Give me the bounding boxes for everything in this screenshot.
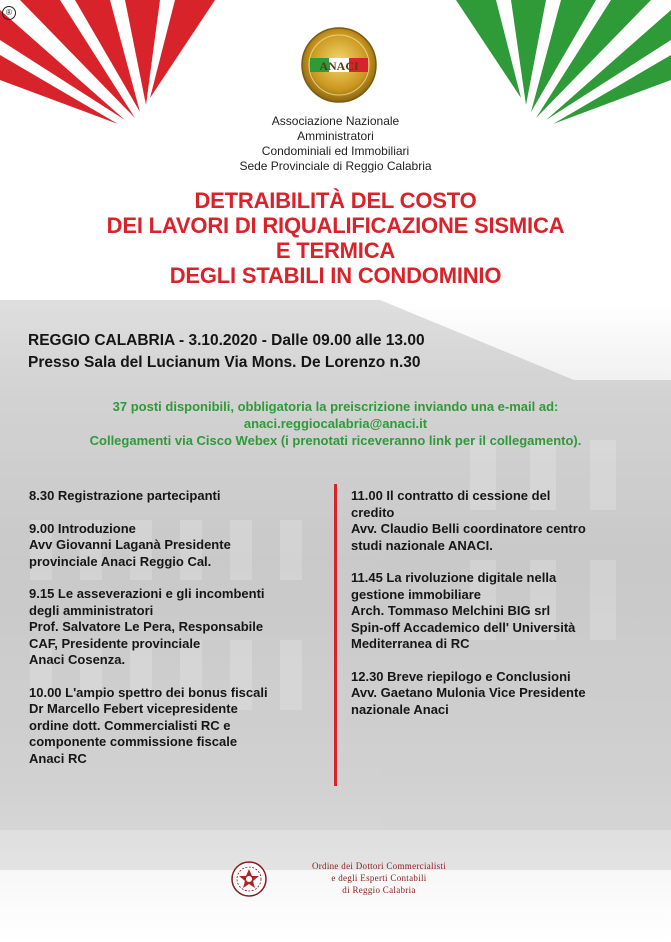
event-details	[28, 330, 648, 374]
event-location: Presso Sala del Lucianum Via Mons. De Lorenzo n.30	[28, 354, 421, 371]
program-line: 9.15 Le asseverazioni e gli incombenti	[29, 586, 265, 601]
program-line: componente commissione fiscale	[29, 734, 238, 749]
program-line: Anaci Cosenza.	[29, 652, 126, 667]
event-date-time: REGGIO CALABRIA - 3.10.2020 - Dalle 09.00 alle 13.00	[28, 332, 425, 349]
program-line: gestione immobiliare	[351, 586, 482, 602]
program-line: studi nazionale ANACI.	[351, 537, 493, 553]
program-line: 11.45 La rivoluzione digitale nella	[351, 570, 557, 585]
event-title	[20, 188, 651, 288]
program-line: Spin-off Accademico dell' Università	[351, 619, 576, 635]
title-line: DETRAIBILITÀ DEL COSTO	[194, 188, 477, 213]
program-line: 10.00 L'ampio spettro dei bonus fiscali	[29, 684, 268, 700]
program-line: Prof. Salvatore Le Pera, Responsabile	[29, 619, 264, 634]
program-line: 11.00 Il contratto di cessione del	[351, 488, 551, 503]
program-column-right	[351, 488, 651, 734]
program-line: degli amministratori	[29, 602, 154, 618]
anaci-logo	[300, 26, 378, 104]
column-divider	[334, 484, 337, 786]
odcec-seal-icon	[230, 860, 268, 898]
association-name	[180, 114, 491, 174]
flag-stripes-right	[431, 0, 671, 130]
program-item	[29, 586, 324, 669]
seats-notice: 37 posti disponibili, obbligatoria la preiscrizione inviando una e-mail ad:	[112, 399, 559, 414]
program-line: CAF, Presidente provinciale	[29, 635, 201, 651]
footer-sponsor	[230, 858, 490, 906]
association-line: Condominiali ed Immobiliari	[261, 144, 410, 158]
title-line: DEI LAVORI DI RIQUALIFICAZIONE SISMICA	[106, 213, 565, 238]
program-item	[29, 521, 324, 571]
flag-stripes-left	[0, 0, 240, 130]
program-item	[29, 488, 324, 505]
association-line: Amministratori	[297, 129, 374, 143]
program-line: ordine dott. Commercialisti RC e	[29, 717, 231, 733]
program-item	[351, 669, 651, 719]
logo-text: ANACI	[319, 59, 359, 73]
footer-line: di Reggio Calabria	[342, 885, 416, 895]
program-line: Anaci RC	[29, 750, 87, 766]
program-line: Mediterranea di RC	[351, 636, 470, 651]
title-line: DEGLI STABILI IN CONDOMINIO	[169, 263, 502, 288]
program-line: credito	[351, 504, 395, 520]
program-line: Avv Giovanni Laganà Presidente	[29, 537, 231, 552]
title-line: E TERMICA	[275, 238, 396, 263]
program-line: Avv. Gaetano Mulonia Vice Presidente	[351, 685, 586, 700]
program-column-left	[29, 488, 324, 783]
webex-notice: Collegamenti via Cisco Webex (i prenotati riceveranno link per il collegamento).	[89, 433, 582, 448]
association-line: Sede Provinciale di Reggio Calabria	[239, 159, 432, 173]
program-item	[351, 488, 651, 554]
registration-notice	[10, 398, 661, 449]
program-line: 12.30 Breve riepilogo e Conclusioni	[351, 668, 571, 684]
program-line: Dr Marcello Febert vicepresidente	[29, 701, 238, 716]
program-item	[351, 570, 651, 653]
footer-line: Ordine dei Dottori Commercialisti	[311, 861, 447, 871]
registration-email-link[interactable]: anaci.reggiocalabria@anaci.it	[243, 416, 428, 431]
program-line: 8.30 Registrazione partecipanti	[29, 488, 221, 503]
association-line: Associazione Nazionale	[271, 114, 400, 128]
program-line: nazionale Anaci	[351, 701, 449, 717]
program-item	[29, 685, 324, 768]
footer-organization	[274, 860, 484, 896]
program-line: 9.00 Introduzione	[29, 520, 136, 536]
program-line: provinciale Anaci Reggio Cal.	[29, 553, 212, 569]
program-line: Arch. Tommaso Melchini BIG srl	[351, 603, 551, 618]
registered-mark: ®	[2, 6, 16, 20]
program-line: Avv. Claudio Belli coordinatore centro	[351, 521, 586, 536]
footer-line: e degli Esperti Contabili	[331, 873, 427, 883]
